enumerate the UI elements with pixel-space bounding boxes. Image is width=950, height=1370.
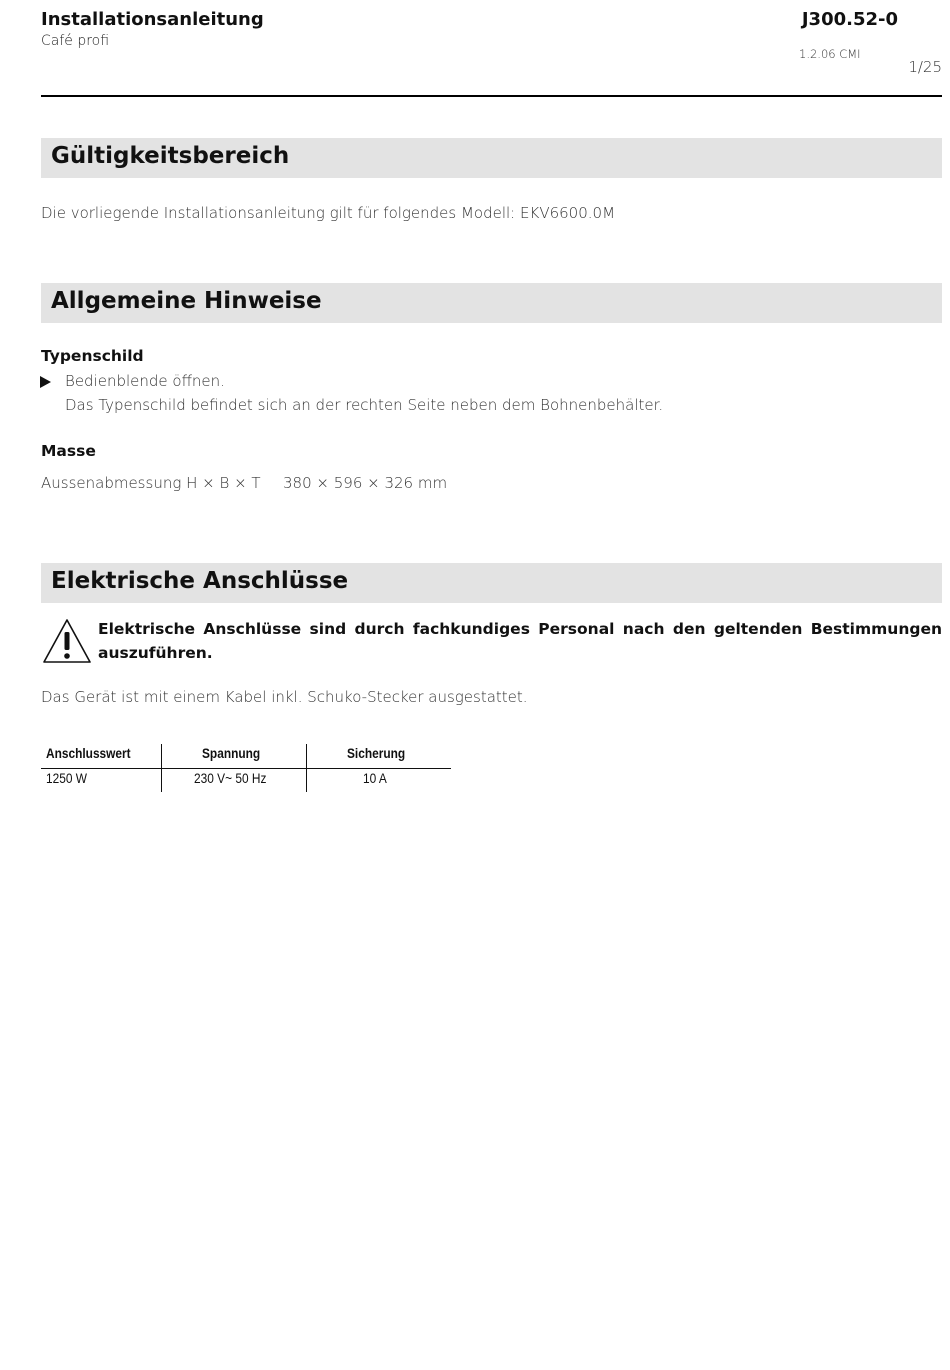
electrical-warning-line2: auszuführen. xyxy=(98,644,213,662)
table-column-divider xyxy=(161,744,162,792)
connection-table xyxy=(41,744,451,792)
header-title: Installationsanleitung xyxy=(41,9,264,30)
table-header-anschlusswert: Anschlusswert xyxy=(46,745,131,761)
section-electrical-title: Elektrische Anschlüsse xyxy=(51,568,349,594)
section-electrical-bar xyxy=(41,563,942,603)
typeplate-note: Das Typenschild befindet sich an der rechten Seite neben dem Bohnenbehälter. xyxy=(65,396,664,414)
page-number: 1/25 xyxy=(908,58,942,76)
electrical-text: Das Gerät ist mit einem Kabel inkl. Schuko-Stecker ausgestattet. xyxy=(41,688,528,706)
typeplate-step: Bedienblende öffnen. xyxy=(65,372,225,390)
header-subtitle: Café profi xyxy=(41,33,110,49)
document-number: J300.52-0 xyxy=(801,9,898,30)
section-scope-bar xyxy=(41,138,942,178)
dimensions-value: 380 × 596 × 326 mm xyxy=(283,474,448,492)
electrical-warning-line1: Elektrische Anschlüsse sind durch fachkundiges Personal nach den geltenden Bestimmungen xyxy=(98,620,942,638)
warning-triangle-icon xyxy=(42,618,92,664)
table-header-spannung: Spannung xyxy=(202,745,261,761)
table-column-divider xyxy=(306,744,307,792)
header-divider xyxy=(41,95,942,97)
table-cell-spannung: 230 V~ 50 Hz xyxy=(194,770,267,786)
section-general-bar xyxy=(41,283,942,323)
section-scope-title: Gültigkeitsbereich xyxy=(51,143,290,169)
table-header-rule xyxy=(41,768,451,769)
electrical-warning xyxy=(98,617,942,665)
triangle-right-icon xyxy=(40,376,51,388)
typeplate-heading: Typenschild xyxy=(41,347,144,365)
section-general-title: Allgemeine Hinweise xyxy=(51,288,322,314)
table-header-sicherung: Sicherung xyxy=(347,745,406,761)
document-date: 1.2.06 CMI xyxy=(799,47,861,61)
dimensions-heading: Masse xyxy=(41,442,96,460)
table-cell-sicherung: 10 A xyxy=(363,770,387,786)
scope-text: Die vorliegende Installationsanleitung gilt für folgendes Modell: EKV6600.0M xyxy=(41,204,616,222)
table-cell-anschlusswert: 1250 W xyxy=(46,770,88,786)
dimensions-label: Aussenabmessung H × B × T xyxy=(41,474,261,492)
